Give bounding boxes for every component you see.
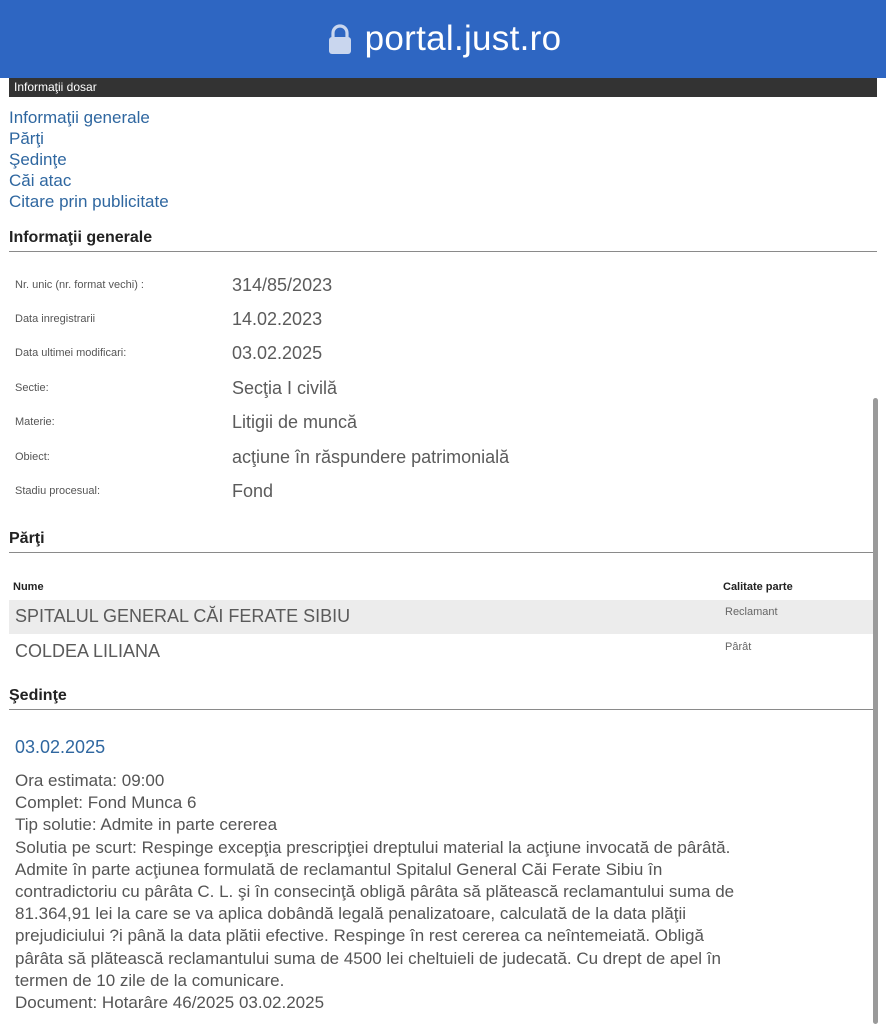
session-solution-type: Tip solutie: Admite in parte cererea bbox=[15, 815, 278, 835]
info-value: 03.02.2025 bbox=[232, 343, 323, 363]
browser-address-bar[interactable] bbox=[0, 0, 886, 78]
info-label: Obiect: bbox=[15, 451, 50, 463]
nav-link-informatii-generale[interactable]: Informaţii generale bbox=[9, 108, 150, 127]
info-value: 314/85/2023 bbox=[232, 275, 333, 295]
session-solution-line: pârâta să plătească reclamantului suma de 4500 lei cheltuieli de judecată. Cu drept de apel în bbox=[15, 948, 721, 968]
column-header-calitate-parte: Calitate parte bbox=[723, 581, 793, 593]
session-solution-line: Admite în parte acţiunea formulată de reclamantul Spitalul General Căi Ferate Sibiu în bbox=[15, 859, 663, 879]
info-label: Stadiu procesual: bbox=[15, 485, 100, 497]
info-value: Litigii de muncă bbox=[232, 412, 358, 432]
nav-link-sedinte[interactable]: Şedinţe bbox=[9, 150, 67, 169]
info-label: Sectie: bbox=[15, 382, 49, 394]
session-solution-line: prejudiciului ?i până la data plătii efective. Respinge în rest cererea ca neîntemeiată. Obligă bbox=[15, 926, 704, 946]
session-details bbox=[15, 770, 871, 1014]
info-value: Fond bbox=[232, 481, 274, 501]
party-role: Pârât bbox=[725, 641, 752, 653]
info-value: 14.02.2023 bbox=[232, 309, 323, 329]
case-info-header: Informaţii dosar bbox=[9, 78, 877, 97]
party-name: SPITALUL GENERAL CĂI FERATE SIBIU bbox=[15, 606, 351, 626]
column-header-nume: Nume bbox=[13, 581, 44, 593]
info-label: Nr. unic (nr. format vechi) : bbox=[15, 279, 144, 291]
info-value: Secţia I civilă bbox=[232, 378, 338, 398]
party-role: Reclamant bbox=[725, 606, 778, 618]
section-heading-informatii-generale: Informaţii generale bbox=[9, 229, 877, 252]
section-heading-sedinte: Şedinţe bbox=[9, 687, 877, 710]
party-name: COLDEA LILIANA bbox=[15, 641, 161, 661]
party-row bbox=[9, 635, 877, 669]
info-label: Materie: bbox=[15, 416, 55, 428]
section-heading-parti: Părţi bbox=[9, 530, 877, 553]
session-solution-line: 81.364,91 lei la care se va aplica dobândă legală penalizatoare, calculată de la data plăţii bbox=[15, 904, 687, 924]
session-solution-line: termen de 10 zile de la comunicare. bbox=[15, 970, 285, 990]
nav-link-parti[interactable]: Părţi bbox=[9, 129, 44, 148]
party-row bbox=[9, 600, 877, 634]
nav-link-citare-prin-publicitate[interactable]: Citare prin publicitate bbox=[9, 192, 169, 211]
info-label: Data ultimei modificari: bbox=[15, 347, 127, 359]
session-date: 03.02.2025 bbox=[15, 737, 106, 757]
session-estimated-time: Ora estimata: 09:00 bbox=[15, 771, 165, 790]
nav-link-cai-atac[interactable]: Căi atac bbox=[9, 171, 72, 190]
session-solution-line: contradictoriu cu pârâta C. L. şi în consecinţă obligă pârâta să plătească reclamantului suma de bbox=[15, 882, 735, 902]
section-nav bbox=[9, 107, 169, 212]
url-text[interactable]: portal.just.ro bbox=[364, 19, 562, 58]
lock-icon bbox=[325, 24, 355, 56]
session-panel: Complet: Fond Munca 6 bbox=[15, 793, 197, 813]
vertical-scrollbar[interactable] bbox=[873, 398, 878, 1024]
session-solution-line: Solutia pe scurt: Respinge excepţia prescripţiei dreptului material la acţiune invocată de pârâtă. bbox=[15, 837, 731, 857]
info-value: acţiune în răspundere patrimonială bbox=[232, 447, 510, 467]
info-label: Data inregistrarii bbox=[15, 313, 96, 325]
session-document[interactable]: Document: Hotarâre 46/2025 03.02.2025 bbox=[15, 993, 325, 1013]
